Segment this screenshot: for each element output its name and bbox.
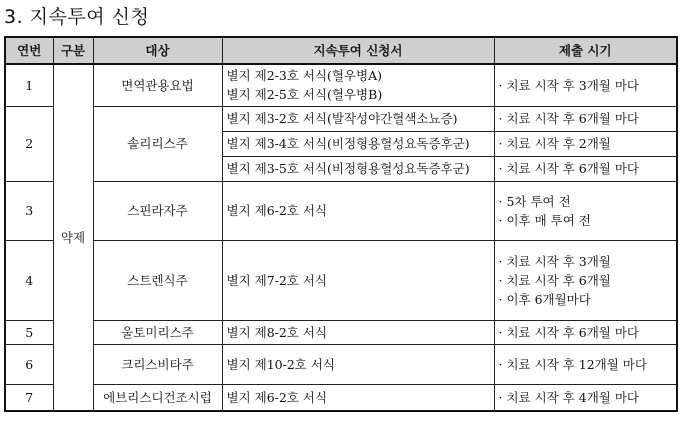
form-line: 별지 제8-2호 서식 <box>226 324 328 340</box>
target-cell: 울토미리스주 <box>93 320 222 344</box>
timing-line: · 치료 시작 후 6개월 마다 <box>499 109 673 128</box>
form-cell <box>222 384 494 411</box>
row-number: 1 <box>5 64 53 106</box>
row-number: 5 <box>5 320 53 344</box>
target-cell: 스핀라자주 <box>93 181 222 240</box>
timing-cell <box>494 64 677 106</box>
row-number: 2 <box>5 106 53 181</box>
timing-cell <box>494 320 677 344</box>
form-cell <box>222 320 494 344</box>
timing-line: · 이후 매 투여 전 <box>499 211 673 230</box>
timing-cell <box>494 384 677 411</box>
timing-cell <box>494 240 677 320</box>
form-line: 별지 제6-2호 서식 <box>226 389 328 405</box>
timing-cell <box>494 344 677 384</box>
form-line: 별지 제2-5호 서식(혈우병B) <box>226 87 383 103</box>
header-target: 대상 <box>93 37 222 64</box>
timing-line: · 치료 시작 후 12개월 마다 <box>499 355 673 374</box>
form-cell <box>222 106 494 131</box>
form-line: 별지 제10-2호 서식 <box>226 356 335 372</box>
table-row <box>5 320 677 344</box>
form-line: 별지 제3-4호 서식(비정형용혈성요독증후군) <box>226 136 470 151</box>
target-cell: 에브리스디건조시럽 <box>93 384 222 411</box>
row-number: 7 <box>5 384 53 411</box>
header-no: 연번 <box>5 37 53 64</box>
target-cell: 솔리리스주 <box>93 106 222 181</box>
target-cell: 크리스비타주 <box>93 344 222 384</box>
form-cell <box>222 344 494 384</box>
timing-line: · 치료 시작 후 3개월 마다 <box>499 76 673 95</box>
form-line: 별지 제7-2호 서식 <box>226 272 328 288</box>
row-number: 4 <box>5 240 53 320</box>
timing-cell <box>494 106 677 131</box>
timing-cell <box>494 181 677 240</box>
timing-line: · 치료 시작 후 6개월 마다 <box>499 159 673 178</box>
header-form: 지속투여 신청서 <box>222 37 494 64</box>
row-number: 3 <box>5 181 53 240</box>
form-line: 별지 제3-2호 서식(발작성야간혈색소뇨증) <box>226 111 458 126</box>
timing-line: · 치료 시작 후 6개월 <box>499 271 673 290</box>
form-cell <box>222 181 494 240</box>
target-cell: 스트렌식주 <box>93 240 222 320</box>
table-row <box>5 384 677 411</box>
table-row <box>5 106 677 131</box>
table-row <box>5 64 677 106</box>
table-row <box>5 344 677 384</box>
timing-cell <box>494 156 677 181</box>
form-cell <box>222 156 494 181</box>
timing-line: · 치료 시작 후 4개월 마다 <box>499 388 673 407</box>
form-cell <box>222 64 494 106</box>
application-table <box>4 36 678 412</box>
timing-line: · 이후 6개월마다 <box>499 290 673 309</box>
form-cell <box>222 131 494 156</box>
form-cell <box>222 240 494 320</box>
section-title: 3. 지속투여 신청 <box>4 6 150 28</box>
form-line: 별지 제6-2호 서식 <box>226 203 328 218</box>
table-row <box>5 181 677 240</box>
target-cell: 면역관용요법 <box>93 64 222 106</box>
table-row <box>5 240 677 320</box>
form-line: 별지 제3-5호 서식(비정형용혈성요독증후군) <box>226 161 470 176</box>
timing-line: · 치료 시작 후 6개월 마다 <box>499 323 673 342</box>
timing-line: · 치료 시작 후 2개월 <box>499 134 673 153</box>
row-number: 6 <box>5 344 53 384</box>
form-line: 별지 제2-3호 서식(혈우병A) <box>226 68 383 84</box>
timing-line: · 5차 투여 전 <box>499 192 673 211</box>
header-category: 구분 <box>53 37 93 64</box>
category-cell: 약제 <box>53 64 93 411</box>
header-row <box>5 37 677 64</box>
header-timing: 제출 시기 <box>494 37 677 64</box>
timing-cell <box>494 131 677 156</box>
timing-line: · 치료 시작 후 3개월 <box>499 252 673 271</box>
